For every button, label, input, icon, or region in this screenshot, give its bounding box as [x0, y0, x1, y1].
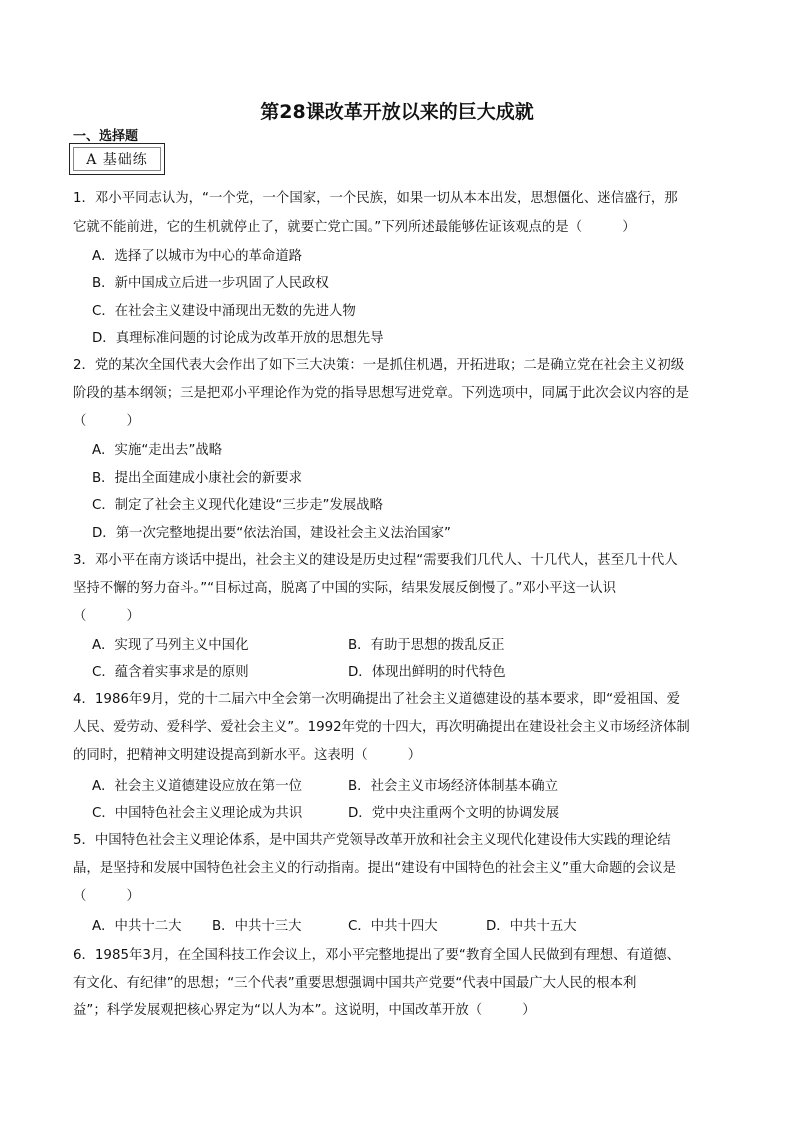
level-badge	[69, 143, 165, 175]
question-2-stem-line-1: 2．党的某次全国代表大会作出了如下三大决策：一是抓住机遇，开拓进取；二是确立党在社会主义初级	[73, 358, 685, 373]
question-4-stem-line-2: 人民、爱劳动、爱科学、爱社会主义”。1992年党的十四大，再次明确提出在建设社会主义市场经济体制	[73, 720, 690, 735]
level-badge-label: A 基础练	[86, 152, 148, 168]
question-4-option-d: D．党中央注重两个文明的协调发展	[348, 806, 560, 821]
question-6-stem-line-2: 有文化、有纪律”的思想；“三个代表”重要思想强调中国共产党要“代表中国最广大人民的根本利	[73, 976, 637, 991]
question-3-option-c: C．蕴含着实事求是的原则	[92, 665, 249, 680]
question-2-option-c: C．制定了社会主义现代化建设“三步走”发展战略	[92, 498, 384, 513]
question-2-option-a: A．实施“走出去”战略	[92, 443, 223, 458]
question-1-stem-line-2: 它就不能前进，它的生机就停止了，就要亡党亡国。”下列所述最能够佐证该观点的是（ ）	[73, 220, 636, 235]
question-5-stem-line-3: （ ）	[73, 889, 140, 904]
question-6-stem-line-3: 益”；科学发展观把核心界定为“以人为本”。这说明，中国改革开放（ ）	[73, 1003, 536, 1018]
question-5-option-c: C．中共十四大	[348, 919, 438, 934]
question-3-stem-line-1: 3．邓小平在南方谈话中提出，社会主义的建设是历史过程“需要我们几代人、十几代人，甚至几十代人	[73, 553, 678, 568]
question-5-option-a: A．中共十二大	[92, 919, 182, 934]
question-4-option-c: C．中国特色社会主义理论成为共识	[92, 806, 303, 821]
question-3-option-d: D．体现出鲜明的时代特色	[348, 665, 506, 680]
question-4-stem-line-1: 4．1986年9月，党的十二届六中全会第一次明确提出了社会主义道德建设的基本要求，即“爱祖国、爱	[73, 692, 681, 707]
question-2-option-d: D．第一次完整地提出要“依法治国，建设社会主义法治国家”	[92, 526, 451, 541]
question-5-option-d: D．中共十五大	[486, 919, 577, 934]
question-6-stem-line-1: 6．1985年3月，在全国科技工作会议上，邓小平完整地提出了要“教育全国人民做到有理想、有道德、	[73, 948, 681, 963]
question-5-option-b: B．中共十三大	[212, 919, 302, 934]
question-2-option-b: B．提出全面建成小康社会的新要求	[92, 471, 303, 486]
question-4-option-b: B．社会主义市场经济体制基本确立	[348, 779, 559, 794]
question-3-stem-line-3: （ ）	[73, 609, 140, 624]
question-1-option-b: B．新中国成立后进一步巩固了人民政权	[92, 276, 329, 291]
question-3-stem-line-2: 坚持不懈的努力奋斗。”“目标过高，脱离了中国的实际，结果发展反倒慢了。”邓小平这一认识	[73, 581, 617, 596]
question-1-option-c: C．在社会主义建设中涌现出无数的先进人物	[92, 304, 356, 319]
question-5-stem-line-1: 5．中国特色社会主义理论体系，是中国共产党领导改革开放和社会主义现代化建设伟大实践的理论结	[73, 833, 671, 848]
question-3-option-b: B．有助于思想的拨乱反正	[348, 638, 505, 653]
question-2-stem-line-2: 阶段的基本纲领；三是把邓小平理论作为党的指导思想写进党章。下列选项中，同属于此次会议内容的是	[73, 386, 689, 401]
section-heading: 一、选择题	[73, 129, 139, 144]
question-4-stem-line-3: 的同时，把精神文明建设提高到新水平。这表明（ ）	[73, 748, 422, 763]
question-2-stem-line-3: （ ）	[73, 414, 140, 429]
question-1-option-d: D．真理标准问题的讨论成为改革开放的思想先导	[92, 331, 384, 346]
question-1-option-a: A．选择了以城市为中心的革命道路	[92, 249, 303, 264]
page-title: 第28课改革开放以来的巨大成就	[260, 101, 534, 123]
question-4-option-a: A．社会主义道德建设应放在第一位	[92, 779, 303, 794]
question-1-stem-line-1: 1．邓小平同志认为，“一个党，一个国家，一个民族，如果一切从本本出发，思想僵化、迷信盛行，那	[73, 191, 678, 206]
question-3-option-a: A．实现了马列主义中国化	[92, 638, 249, 653]
question-5-stem-line-2: 晶，是坚持和发展中国特色社会主义的行动指南。提出“建设有中国特色的社会主义”重大命题的会议是	[73, 861, 677, 876]
